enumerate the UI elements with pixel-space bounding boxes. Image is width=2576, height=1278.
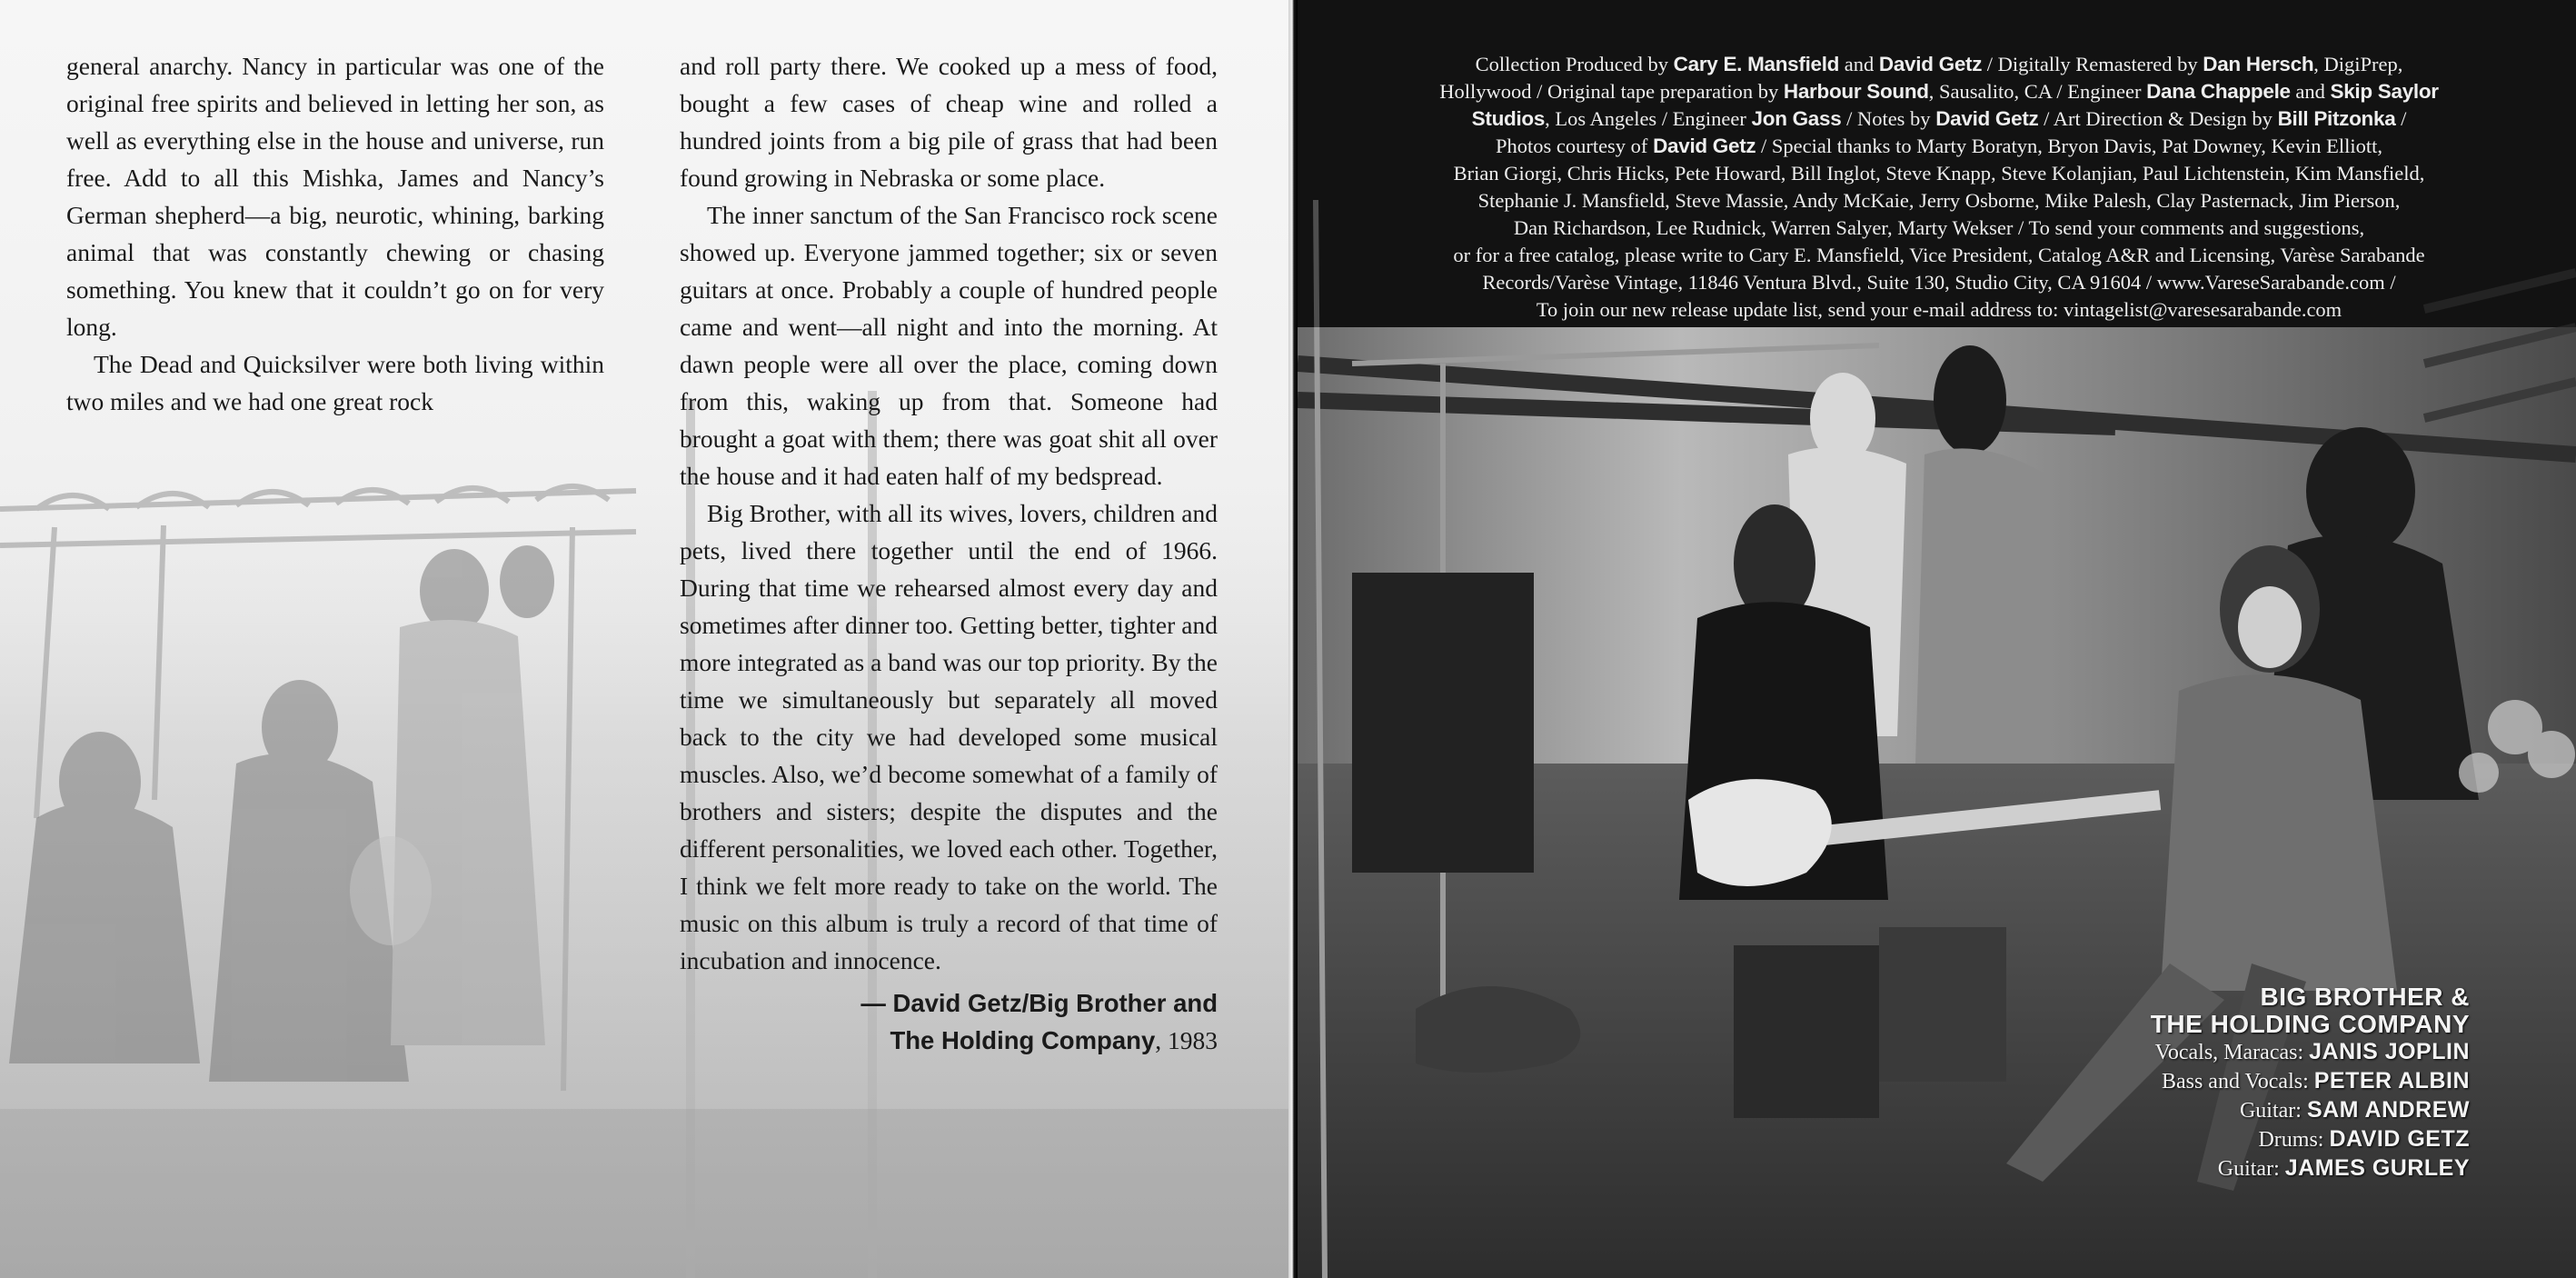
band-name-line-2: THE HOLDING COMPANY	[2150, 1010, 2470, 1038]
band-member	[2151, 1038, 2470, 1067]
credit-text: To join our new release update list, send your e-mail address to: vintagelist@varesesarabande.com	[1536, 298, 2342, 321]
band-member	[2151, 1067, 2470, 1096]
credit-text: or for a free catalog, please write to Cary E. Mansfield, Vice President, Catalog A&R and Licensing, Varèse Sarabande	[1453, 244, 2425, 266]
credit-text: Brian Giorgi, Chris Hicks, Pete Howard, Bill Inglot, Steve Knapp, Steve Kolanjian, Paul Lichtenstein, Kim Mansfield,	[1453, 162, 2425, 185]
credit-text: Photos courtesy of	[1495, 135, 1654, 157]
credits-line	[1348, 78, 2530, 105]
member-name: JAMES GURLEY	[2284, 1155, 2470, 1181]
author-signature	[680, 984, 1218, 1059]
credit-name: Harbour Sound	[1783, 80, 1929, 103]
credit-text: Stephanie J. Mansfield, Steve Massie, Andy McKaie, Jerry Osborne, Mike Palesh, Clay Pasternack, Jim Pierson,	[1477, 189, 2401, 212]
credit-name: David Getz	[1878, 53, 1983, 75]
credit-name: Bill Pitzonka	[2277, 107, 2396, 130]
band-name-line-1: BIG BROTHER &	[2260, 983, 2470, 1011]
paragraph: Big Brother, with all its wives, lovers, children and pets, lived there together until the end of 1966. During that time we rehearsed almost every day and sometimes after dinner too. Getting better, tighter and more integrated as a band was our top priority. By the time we simultaneously but separately all moved back to the city we had developed some musical muscles. Also, we’d become somewhat of a family of brothers and sisters; despite the disputes and the different personalities, we loved each other. Together, I think we felt more ready to take on the world. The music on this album is truly a record of that time of incubation and innocence.	[680, 499, 1218, 974]
credit-text: / Notes by	[1841, 107, 1936, 130]
credits-line	[1348, 160, 2530, 187]
signature-year: , 1983	[1155, 1026, 1218, 1054]
paragraph: The Dead and Quicksilver were both living within two miles and we had one great rock	[66, 350, 604, 415]
member-role: Guitar:	[2239, 1099, 2307, 1123]
band-member	[2151, 1154, 2470, 1183]
article-column-2	[680, 47, 1218, 1059]
credits-line	[1348, 215, 2530, 242]
signature-line-1: — David Getz/Big Brother and	[860, 989, 1218, 1017]
production-credits	[1348, 51, 2530, 324]
article-column-1	[66, 47, 604, 420]
credit-text: , DigiPrep,	[2313, 53, 2403, 75]
credit-name: David Getz	[1653, 135, 1756, 157]
member-role: Vocals, Maracas:	[2154, 1041, 2310, 1064]
credit-text: Dan Richardson, Lee Rudnick, Warren Salyer, Marty Wekser / To send your comments and suggestions,	[1513, 216, 2365, 239]
paragraph: The inner sanctum of the San Francisco rock scene showed up. Everyone jammed together; six or seven guitars at once. Probably a couple of hundred people came and went—all night and into the morning. At dawn people were all over the place, coming down from this, waking up from that. Someone had brought a goat with them; there was goat shit all over the house and it had eaten half of my bedspread.	[680, 201, 1218, 490]
credit-name: Skip Saylor	[2330, 80, 2439, 103]
credit-text: / Special thanks to Marty Boratyn, Bryon Davis, Pat Downey, Kevin Elliott,	[1755, 135, 2383, 157]
credits-line	[1348, 187, 2530, 215]
credit-name: Cary E. Mansfield	[1673, 53, 1840, 75]
member-role: Bass and Vocals:	[2161, 1070, 2314, 1093]
member-name: SAM ANDREW	[2306, 1097, 2470, 1123]
credit-text: and	[1839, 53, 1879, 75]
credits-line	[1348, 242, 2530, 269]
credit-text: , Sausalito, CA / Engineer	[1928, 80, 2147, 103]
credits-line	[1348, 51, 2530, 78]
credit-name: Jon Gass	[1751, 107, 1842, 130]
paragraph: and roll party there. We cooked up a mess of food, bought a few cases of cheap wine and rolled a hundred joints from a big pile of grass that had been found growing in Nebraska or some place.	[680, 52, 1218, 192]
member-role: Guitar:	[2217, 1157, 2285, 1181]
booklet-fold	[1288, 0, 1298, 1278]
member-name: PETER ALBIN	[2313, 1068, 2470, 1093]
credit-text: , Los Angeles / Engineer	[1545, 107, 1752, 130]
credit-text: Hollywood / Original tape preparation by	[1439, 80, 1784, 103]
credit-name: David Getz	[1935, 107, 2039, 130]
band-member	[2151, 1096, 2470, 1125]
credits-line	[1348, 296, 2530, 324]
signature-band-name: The Holding Company	[890, 1026, 1156, 1054]
credit-text: / Art Direction & Design by	[2038, 107, 2278, 130]
credit-name: Dana Chappele	[2146, 80, 2291, 103]
band-lineup	[2151, 983, 2470, 1183]
band-member	[2151, 1125, 2470, 1154]
credit-name: Studios	[1471, 107, 1546, 130]
credit-text: Collection Produced by	[1475, 53, 1674, 75]
paragraph: general anarchy. Nancy in particular was one of the original free spirits and believed in letting her son, as well as everything else in the house and universe, run free. Add to all this Mishka, James and Nancy’s German shepherd—a big, neurotic, whining, barking animal that was constantly chewing or chasing something. You knew that it couldn’t go on for very long.	[66, 52, 604, 341]
credit-text: /	[2395, 107, 2407, 130]
credit-text: and	[2290, 80, 2331, 103]
credit-text: / Digitally Remastered by	[1982, 53, 2203, 75]
credits-line	[1348, 105, 2530, 133]
credit-text: Records/Varèse Vintage, 11846 Ventura Blvd., Suite 130, Studio City, CA 91604 / www.VareseSarabande.com /	[1482, 271, 2396, 294]
credits-line	[1348, 133, 2530, 160]
credit-name: Dan Hersch	[2203, 53, 2314, 75]
member-name: JANIS JOPLIN	[2309, 1039, 2470, 1064]
credits-line	[1348, 269, 2530, 296]
member-role: Drums:	[2258, 1128, 2330, 1152]
member-name: DAVID GETZ	[2329, 1126, 2470, 1152]
